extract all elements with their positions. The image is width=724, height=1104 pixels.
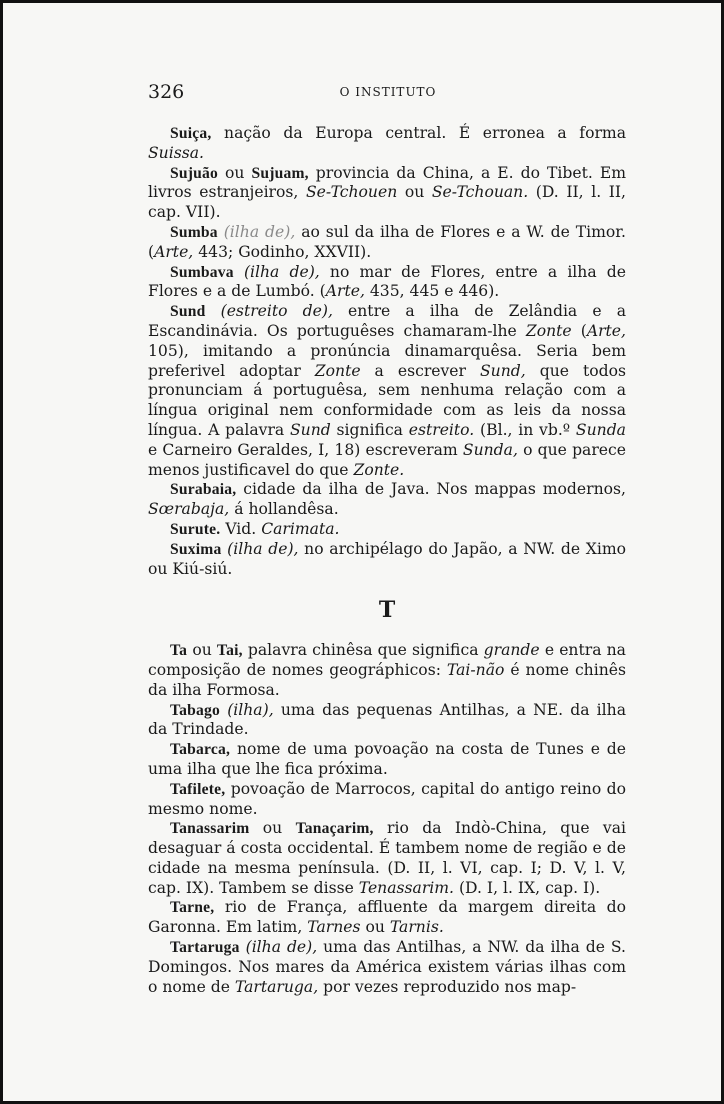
headword: Ta xyxy=(170,642,188,660)
entry-tarne: Tarne, rio de França, affluente da margem direita do Garonna. Em latim, Tarnes ou Tarnis. xyxy=(148,898,626,937)
headword: Sund xyxy=(170,303,206,321)
dictionary-text xyxy=(148,124,626,997)
entry-ta: Ta ou Tai, palavra chinêsa que significa grande e entra na composição de nomes geográphicos: Tai-não é nome chinês da ilha Formosa. xyxy=(148,641,626,699)
entry-surute: Surute. Vid. Carimata. xyxy=(170,519,340,538)
headword: Tanaçarim, xyxy=(295,820,374,838)
headword: Suiça, xyxy=(170,125,212,142)
headword: Tabago xyxy=(170,701,221,719)
section-letter: T xyxy=(378,597,396,624)
headword: Sujuam, xyxy=(251,164,309,182)
page-header xyxy=(148,81,628,105)
headword: Tafilete, xyxy=(170,780,226,798)
headword: Sujuão xyxy=(170,164,219,182)
headword: Tabarca, xyxy=(170,741,231,759)
entry-surabaia: Surabaia, cidade da ilha de Java. Nos mappas modernos, Sœrabaja, á hollandêsa. xyxy=(148,480,626,519)
entry-sumbava: Sumbava (ilha de), no mar de Flores, entre a ilha de Flores e a de Lumbó. (Arte, 435, 445 e 446). xyxy=(148,262,626,301)
headword: Sumba xyxy=(170,223,218,241)
running-title: O INSTITUTO xyxy=(339,85,437,99)
entry-sund: Sund (estreito de), entre a ilha de Zelândia e a Escandinávia. Os portuguêses chamaram-lhe Zonte (Arte, 105), imitando a pronúncia dinamarquêsa. Seria bem preferivel adoptar Zonte a escrever Sund, que todos pronunciam á portuguêsa, sem nenhuma relação com a língua original nem conformidade com as leis da nossa língua. A palavra Sund significa estreito. (Bl., in vb.º Sunda e Carneiro Geraldes, I, 18) escreveram Sunda, o que parece menos justificavel do que Zonte. xyxy=(148,302,626,479)
headword: Tartaruga xyxy=(170,939,240,957)
entry-sumba: Sumba (ilha de), ao sul da ilha de Flores e a W. de Timor. (Arte, 443; Godinho, XXVII). xyxy=(148,222,626,261)
headword: Tarne, xyxy=(170,899,215,917)
headword: Sumbava xyxy=(170,263,234,281)
entry-tafilete: Tafilete, povoação de Marrocos, capital do antigo reino do mesmo nome. xyxy=(148,779,626,818)
headword: Surute. xyxy=(170,520,221,538)
headword: Surabaia, xyxy=(170,481,237,499)
headword: Tai, xyxy=(216,642,243,660)
entry-tanassarim: Tanassarim ou Tanaçarim, rio da Indò-China, que vai desaguar á costa occidental. É tambem nome de região e de cidade na mesma península. (D. II, l. VI, cap. I; D. V, l. V, cap. IX). Tambem se disse Tenassarim. (D. I, l. IX, cap. I). xyxy=(148,819,626,897)
entry-tabago: Tabago (ilha), uma das pequenas Antilhas, a NE. da ilha da Trindade. xyxy=(148,700,626,739)
entry-suxima: Suxima (ilha de), no archipélago do Japão, a NW. de Ximo ou Kiú-siú. xyxy=(148,539,626,578)
headword: Tanassarim xyxy=(170,820,250,838)
entry-sujuao: Sujuão ou Sujuam, provincia da China, a E. do Tibet. Em livros estranjeiros, Se-Tchouen ou Se-Tchouan. (D. II, l. II, cap. VII). xyxy=(148,163,627,222)
entry-suica: Suiça, nação da Europa central. É erronea a forma Suissa. xyxy=(148,124,626,162)
headword: Suxima xyxy=(170,540,222,558)
entry-tartaruga: Tartaruga (ilha de), uma das Antilhas, a NW. da ilha de S. Domingos. Nos mares da América existem várias ilhas com o nome de Tartaruga, por vezes reproduzido nos map- xyxy=(148,938,626,996)
entry-tabarca: Tabarca, nome de uma povoação na costa de Tunes e de uma ilha que lhe fica próxima. xyxy=(148,740,626,778)
page-number: 326 xyxy=(148,81,185,103)
